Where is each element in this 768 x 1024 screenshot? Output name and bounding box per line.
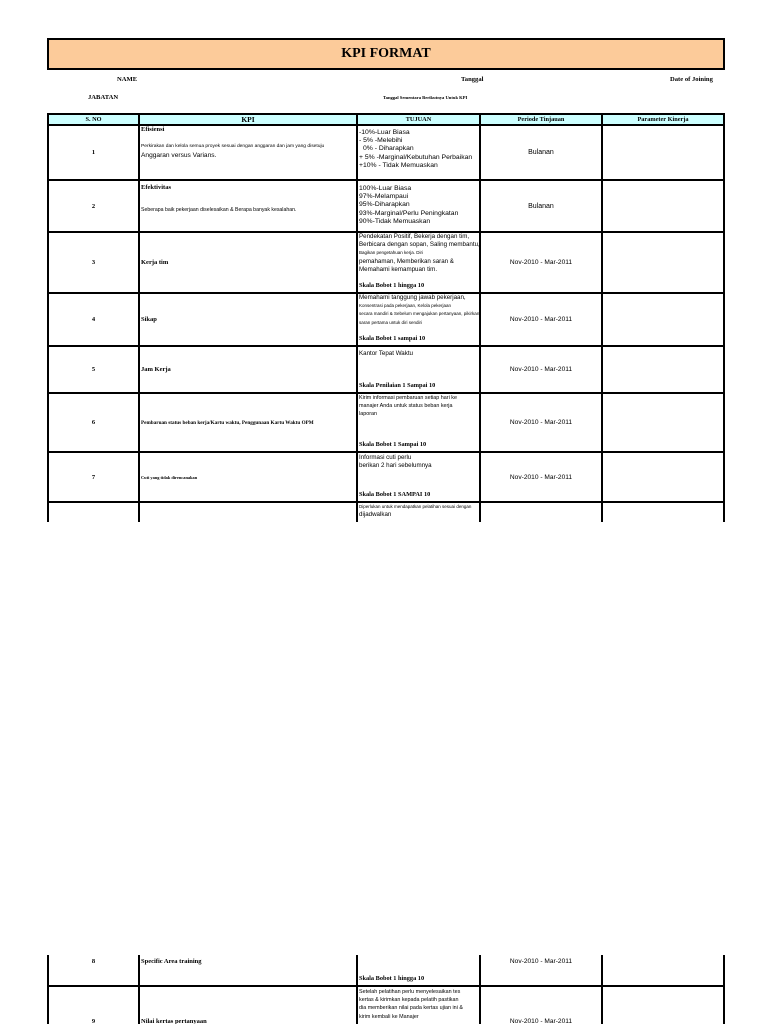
parameter-cell (603, 453, 725, 501)
tujuan-cell (358, 453, 481, 501)
tujuan-line: Informasi cuti perlu (359, 454, 412, 461)
tujuan-cell (358, 347, 481, 392)
row-number: 2 (49, 181, 140, 231)
table-row (49, 181, 725, 233)
tujuan-line: -10%-Luar Biasa (359, 129, 410, 136)
periode-cell (481, 503, 603, 522)
column-header-sno: S. NO (49, 115, 140, 124)
parameter-cell (603, 394, 725, 451)
kpi-title: Pembaruan status beban kerja/Kartu waktu, Penggunaan Kartu Waktu OPM (140, 394, 358, 451)
row-number: 3 (49, 233, 140, 292)
tujuan-cell (358, 181, 481, 231)
tujuan-line: manajer Anda untuk status beban kerja (359, 403, 453, 410)
column-header-tujuan: TUJUAN (358, 115, 481, 124)
tujuan-line: 100%-Luar Biasa (359, 185, 412, 192)
next-kpi-date-label: Tanggal Sementara Berikutnya Untuk KPI (383, 95, 468, 100)
table-row (49, 987, 725, 1024)
kpi-description: Seberapa baik pekerjaan diselesaikan & Berapa banyak kesalahan. (141, 207, 297, 213)
parameter-cell (603, 233, 725, 292)
tujuan-line: 97%-Melampaui (359, 193, 409, 201)
tujuan-line: Pendekatan Positif, Bekerja dengan tim, (359, 233, 470, 240)
tujuan-line: Berbicara dengan sopan, Saling membantu, (359, 241, 480, 249)
kpi-title: Kerja tim (140, 233, 358, 292)
table-row (49, 955, 725, 987)
name-label: NAME (117, 76, 138, 83)
parameter-cell (603, 181, 725, 231)
table-row (49, 394, 725, 453)
kpi-title: Jam Kerja (140, 347, 358, 392)
scale-note: Skala Bobot 1 SAMPAI 10 (359, 490, 431, 498)
tujuan-line: saran pertama untuk diri sendiri (359, 319, 423, 325)
row-number: 5 (49, 347, 140, 392)
sno-cell (49, 503, 140, 522)
tujuan-cell (358, 955, 481, 985)
row-number: 8 (49, 955, 140, 985)
table-row (49, 294, 725, 347)
kpi-description: Anggaran versus Varians. (141, 152, 217, 159)
tujuan-line: kertas & kirimkan kepada pelatih pastikan (359, 997, 459, 1004)
scale-note: Skala Penilaian 1 Sampai 10 (359, 381, 436, 389)
tujuan-line: Diperlukan untuk mendapatkan pelatihan sesuai dengan (359, 504, 472, 509)
title-banner (47, 38, 725, 70)
review-period: Nov-2010 - Mar-2011 (481, 453, 603, 501)
tujuan-line: 90%-Tidak Memuaskan (359, 217, 431, 225)
row-number: 4 (49, 294, 140, 345)
tujuan-cell (358, 294, 481, 345)
kpi-title: Cuti yang tidak direncanakan (140, 453, 358, 501)
parameter-cell (603, 955, 725, 985)
kpi-cell (140, 126, 358, 179)
row-number: 7 (49, 453, 140, 501)
tujuan-line: Bagikan pengetahuan kerja. Diri (359, 250, 424, 256)
document-title: KPI FORMAT (341, 46, 431, 61)
tujuan-line: Memahami tanggung jawab pekerjaan, (359, 294, 466, 301)
tujuan-line: Konsentrasi pada pekerjaan, Kelola pekerjaan (359, 303, 452, 309)
scale-note: Skala Bobot 1 Sampai 10 (359, 440, 427, 448)
tujuan-line: dijadwalkan (359, 511, 392, 519)
parameter-cell (603, 126, 725, 179)
position-label: JABATAN (88, 94, 119, 101)
tujuan-cell (358, 394, 481, 451)
tujuan-cell (358, 126, 481, 179)
table-header-row (49, 115, 725, 126)
tujuan-line: 0% - Diharapkan (363, 145, 414, 153)
table-row (49, 453, 725, 503)
review-period: Nov-2010 - Mar-2011 (481, 955, 603, 985)
tujuan-line: dia memberikan nilai pada kertas ujian ini & (359, 1005, 463, 1012)
parameter-cell (603, 987, 725, 1024)
scale-note: Skala Bobot 1 hingga 10 (359, 281, 425, 289)
column-header-parameter: Parameter Kinerja (603, 115, 725, 124)
kpi-table (47, 113, 725, 522)
row-number: 1 (49, 126, 140, 179)
tujuan-line: 95%-Diharapkan (359, 201, 410, 209)
kpi-title: Specific Area training (140, 955, 358, 985)
scale-note: Skala Bobot 1 hingga 10 (359, 974, 425, 982)
tujuan-line: secara mandiri & Sebelum mengajukan pertanyaan, pikirkan (359, 311, 480, 317)
review-period: Bulanan (481, 126, 603, 179)
tujuan-line: Setelah pelatihan perlu menyelesaikan tes (359, 989, 461, 995)
row-number: 6 (49, 394, 140, 451)
review-period: Nov-2010 - Mar-2011 (481, 987, 603, 1024)
kpi-cell (140, 503, 358, 522)
row-number: 9 (49, 987, 140, 1024)
column-header-kpi: KPI (140, 115, 358, 124)
review-period: Nov-2010 - Mar-2011 (481, 294, 603, 345)
table-row (49, 233, 725, 294)
tujuan-line: berikan 2 hari sebelumnya (359, 462, 432, 470)
date-label: Tanggal (461, 76, 484, 83)
kpi-title: Efisiensi (141, 126, 165, 133)
tujuan-line: laporan (359, 411, 377, 418)
tujuan-cell (358, 503, 481, 522)
parameter-cell (603, 503, 725, 522)
kpi-title: Sikap (140, 294, 358, 345)
parameter-cell (603, 294, 725, 345)
tujuan-line: - 5% -Melebihi (359, 137, 403, 145)
tujuan-line: 93%-Marginal/Perlu Peningkatan (359, 209, 459, 217)
tujuan-line: Memahami kemampuan tim. (359, 265, 438, 273)
kpi-title: Nilai kertas pertanyaan (140, 987, 358, 1024)
parameter-cell (603, 347, 725, 392)
tujuan-line: +10% - Tidak Memuaskan (359, 161, 438, 169)
table-row (49, 503, 725, 522)
table-row (49, 347, 725, 394)
scale-note: Skala Bobot 1 sampai 10 (359, 334, 426, 342)
table-row (49, 126, 725, 181)
review-period: Bulanan (481, 181, 603, 231)
review-period: Nov-2010 - Mar-2011 (481, 347, 603, 392)
tujuan-cell (358, 987, 481, 1024)
kpi-table-continued (47, 955, 725, 1024)
kpi-description: Perkirakan dan kelola semua proyek sesuai dengan anggaran dan jam yang disetuju (141, 144, 325, 149)
tujuan-line: Kantor Tepat Waktu (359, 350, 413, 357)
tujuan-line: + 5% -Marginal/Kebutuhan Perbaikan (359, 153, 473, 161)
tujuan-line: Kirim informasi pembaruan setiap hari ke (359, 395, 457, 401)
date-of-joining-label: Date of Joining (670, 76, 713, 83)
review-period: Nov-2010 - Mar-2011 (481, 394, 603, 451)
tujuan-line: pemahaman, Memberikan saran & (359, 257, 454, 265)
review-period: Nov-2010 - Mar-2011 (481, 233, 603, 292)
kpi-cell (140, 181, 358, 231)
tujuan-line: kirim kembali ke Manajer (359, 1013, 419, 1020)
column-header-periode: Periode Tinjauan (481, 115, 603, 124)
kpi-title: Efektivitas (141, 183, 171, 191)
tujuan-cell (358, 233, 481, 292)
